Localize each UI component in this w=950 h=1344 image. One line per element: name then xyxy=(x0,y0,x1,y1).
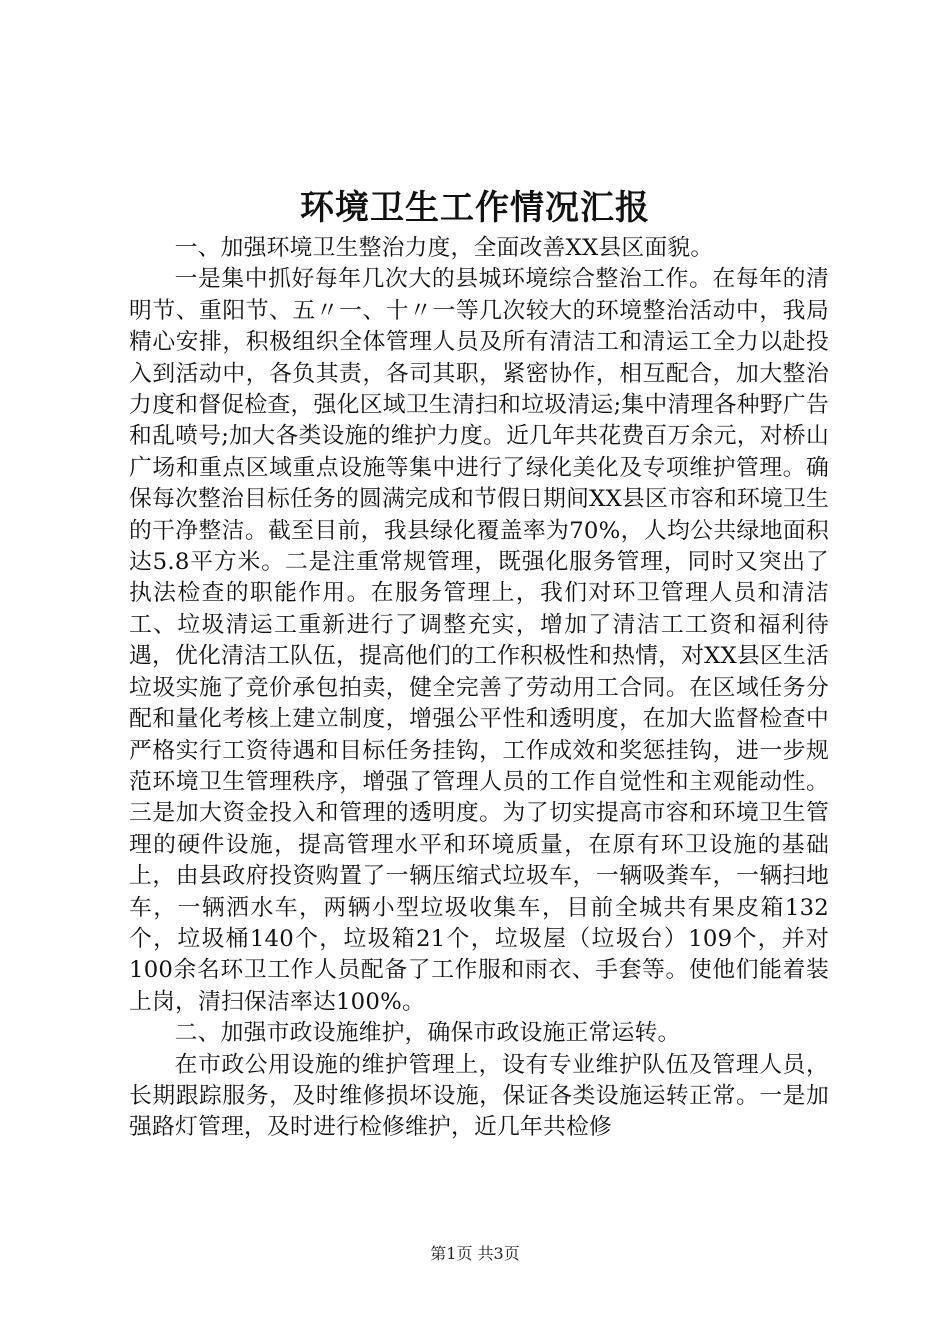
document-title: 环境卫生工作情况汇报 xyxy=(300,188,650,228)
paragraph-municipal-facilities: 在市政公用设施的维护管理上，设有专业维护队伍及管理人员，长期跟踪服务，及时维修损坏设施，保证各类设施运转正常。一是加强路灯管理，及时进行检修维护，近几年共检修 xyxy=(129,1051,829,1141)
document-body xyxy=(129,233,829,1144)
section-heading-1: 一、加强环境卫生整治力度，全面改善XX县区面貌。 xyxy=(174,235,714,261)
section-heading-2: 二、加强市政设施维护，确保市政设施正常运转。 xyxy=(174,1020,681,1047)
page-footer: 第1页 共3页 xyxy=(430,1244,520,1263)
paragraph-environment-sanitation: 一是集中抓好每年几次大的县城环境综合整治工作。在每年的清明节、重阳节、五〃一、十〃一等几次较大的环境整治活动中，我局精心安排，积极组织全体管理人员及所有清洁工和清运工全力以赴投入到活动中，各负其责，各司其职，紧密协作，相互配合，加大整治力度和督促检查，强化区域卫生清扫和垃圾清运;集中清理各种野广告和乱喷号;加大各类设施的维护力度。近几年共花费百万余元，对桥山广场和重点区域重点设施等集中进行了绿化美化及专项维护管理。确保每次整治目标任务的圆满完成和节假日期间XX县区市容和环境卫生的干净整洁。截至目前，我县绿化覆盖率为70%，人均公共绿地面积达5.8平方米。二是注重常规管理，既强化服务管理，同时又突出了执法检查的职能作用。在服务管理上，我们对环卫管理人员和清洁工、垃圾清运工重新进行了调整充实，增加了清洁工工资和福利待遇，优化清洁工队伍，提高他们的工作积极性和热情，对XX县区生活垃圾实施了竞价承包拍卖，健全完善了劳动用工合同。在区域任务分配和量化考核上建立制度，增强公平性和透明度，在加大监督检查中严格实行工资待遇和目标任务挂钩，工作成效和奖惩挂钩，进一步规范环境卫生管理秩序，增强了管理人员的工作自觉性和主观能动性。三是加大资金投入和管理的透明度。为了切实提高市容和环境卫生管理的硬件设施，提高管理水平和环境质量，在原有环卫设施的基础上，由县政府投资购置了一辆压缩式垃圾车，一辆吸粪车，一辆扫地车，一辆洒水车，两辆小型垃圾收集车，目前全城共有果皮箱132个，垃圾桶140个，垃圾箱21个，垃圾屋（垃圾台）109个，并对100余名环卫工作人员配备了工作服和雨衣、手套等。使他们能着装上岗，清扫保洁率达100%。 xyxy=(129,266,829,1015)
